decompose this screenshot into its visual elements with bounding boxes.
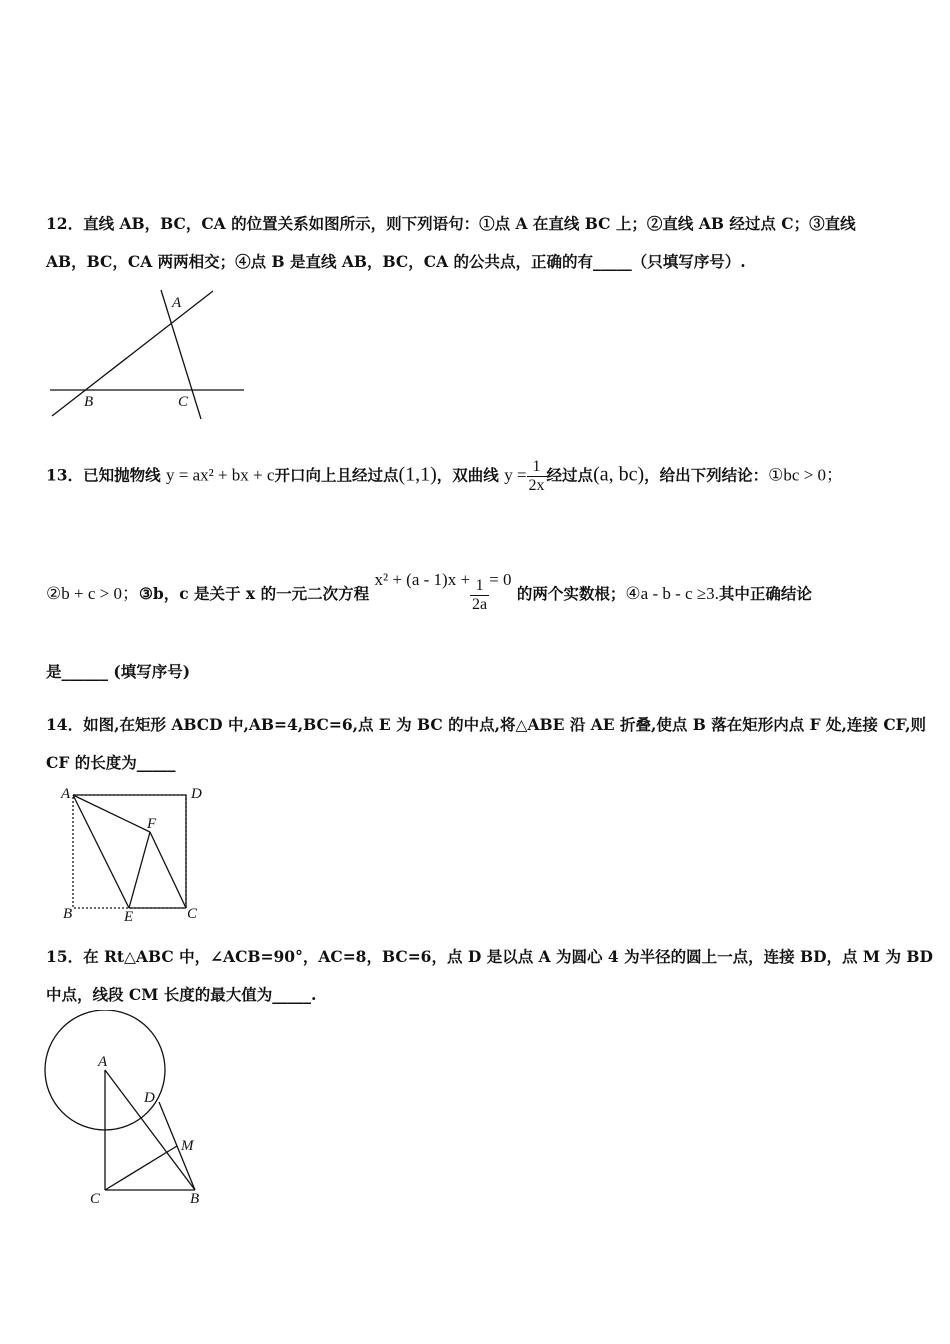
segment-fe [129,832,150,908]
q15-label-c: C [90,1191,101,1207]
q14-text-line2: CF 的长度为_____ [46,753,176,772]
q15-label-a: A [98,1054,108,1070]
q15-text-line2: 中点，线段 CM 长度的最大值为_____. [46,985,317,1004]
q13-text-d: ，给出下列结论： [644,465,769,485]
q15-label-m: M [181,1138,194,1154]
q15-label-d: D [144,1090,155,1106]
q12-label-c: C [178,394,189,410]
q13-text-c: 经过点 [546,465,594,485]
line-ab [52,291,213,416]
q13-prefix: 13．已知抛物线 [46,465,161,485]
q12-text-line2: AB，BC，CA 两两相交；④点 B 是直线 AB，BC，CA 的公共点，正确的有_____（只填写序号）. [46,252,746,271]
q13-eq-lhs: x² + (a - 1)x + [374,570,471,589]
q13-hyper-lhs: y = [504,465,527,485]
q14-label-a: A [61,786,71,802]
q13-hyper-den: 2x [528,477,545,494]
segment-ae [73,795,129,908]
q14-label-b: B [63,906,73,922]
q12-text-line1: 12．直线 AB，BC，CA 的位置关系如图所示，则下列语句：①点 A 在直线 BC 上；②直线 AB 经过点 C；③直线 [46,214,856,233]
q13-eq-num: 1 [475,576,484,594]
segment-cm [105,1146,177,1190]
q14-text-line1: 14．如图,在矩形 ABCD 中,AB=4,BC=6,点 E 为 BC 的中点,将△ABE 沿 AE 折叠,使点 B 落在矩形内点 F 处,连接 CF,则 [46,715,927,734]
q13-text-e: 其中正确结论 [718,584,812,603]
q14-figure [58,780,208,928]
q13-eq-rhs: = 0 [489,570,512,589]
q13-text-line3 [46,660,190,682]
q14-label-e: E [124,909,134,925]
q13-point1: (1,1) [398,463,437,486]
segment-fc [150,832,186,908]
q13-point2: (a, bc) [593,463,645,486]
q14-label-f: F [147,816,157,832]
q15-label-b: B [190,1191,200,1207]
q13-text-line2 [46,570,812,614]
segment-ab [105,1070,195,1190]
q14-label-d: D [191,786,202,802]
q13-text-a: 开口向上且经过点 [274,465,399,485]
q13-conclusion-1: ①bc > 0； [768,465,844,485]
q12-label-a: A [172,295,182,311]
q13-conclusion-3a: ③b，c 是关于 x 的一元二次方程 [138,584,370,603]
q15-text-line1: 15．在 Rt△ABC 中，∠ACB=90°，AC=8，BC=6，点 D 是以点 A 为圆心 4 为半径的圆上一点，连接 BD，点 M 为 BD [46,947,933,966]
rect-outline-dashed [73,795,186,908]
q13-conclusion-4: ④a - b - c ≥3. [625,584,719,603]
q13-hyper-num: 1 [532,458,541,475]
q13-blank: 是______ [46,662,109,681]
q13-fill-hint: (填写序号) [113,662,191,681]
q13-hyper-fraction [527,458,547,495]
q12-figure [48,286,248,424]
q13-eq-fraction [470,577,489,614]
q12-label-b: B [84,394,94,410]
q13-eq-den: 2a [472,595,488,613]
q14-label-c: C [187,906,198,922]
segment-af [73,795,150,832]
q13-conclusion-3b: 的两个实数根； [516,584,626,603]
q15-figure [40,1010,215,1210]
q13-parabola: y = ax² + bx + c [165,465,275,485]
q13-conclusion-2: ②b + c > 0； [46,584,139,603]
q13-text-b: ，双曲线 [436,465,499,485]
q13-text-line1 [46,458,843,495]
